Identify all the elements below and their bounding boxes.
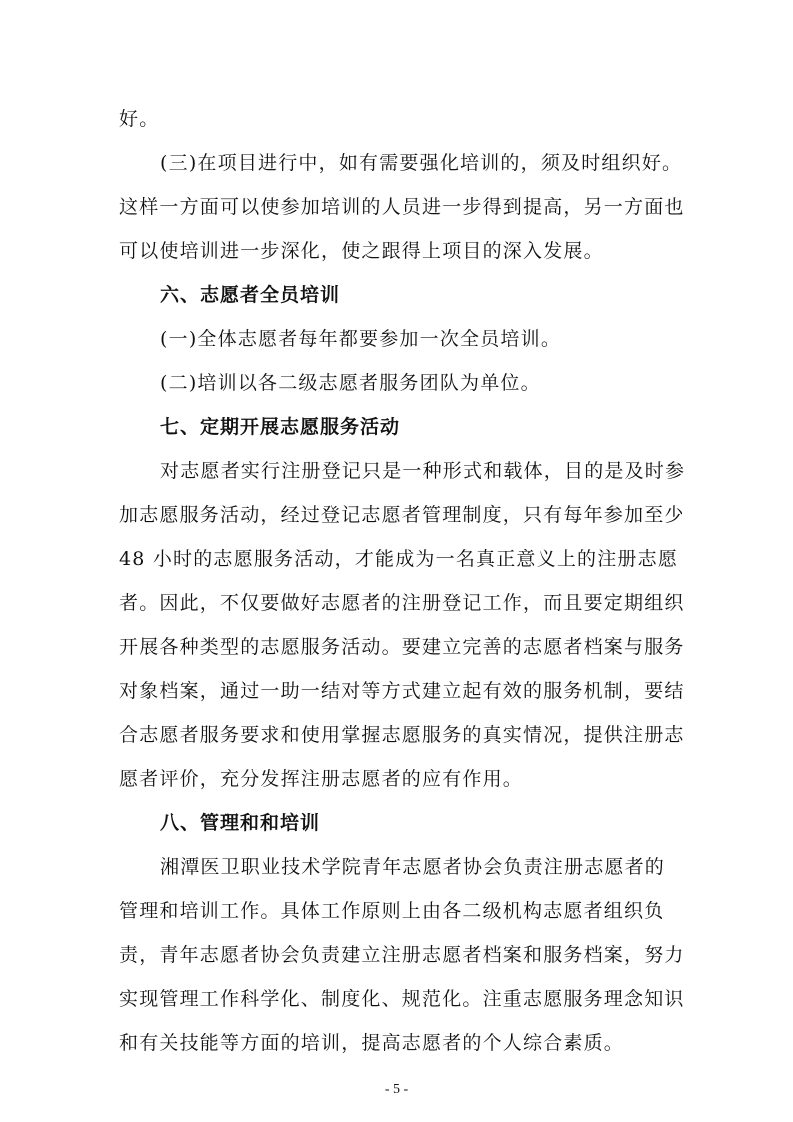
paragraph-line: 愿者评价，充分发挥注册志愿者的应有作用。 <box>119 768 524 790</box>
paragraph-line: 48 小时的志愿服务活动，才能成为一名真正意义上的注册志愿 <box>119 548 679 570</box>
paragraph-line: (一)全体志愿者每年都要参加一次全员培训。 <box>160 328 562 350</box>
paragraph-line: 对象档案，通过一助一结对等方式建立起有效的服务机制，要结 <box>119 680 685 702</box>
paragraph-line: 加志愿服务活动，经过登记志愿者管理制度，只有每年参加至少 <box>119 504 685 526</box>
paragraph-line: 对志愿者实行注册登记只是一种形式和载体，目的是及时参 <box>160 460 686 482</box>
page-number: - 5 - <box>384 1082 409 1097</box>
paragraph-line: 者。因此，不仅要做好志愿者的注册登记工作，而且要定期组织 <box>119 592 685 614</box>
paragraph-line: (二)培训以各二级志愿者服务团队为单位。 <box>160 372 541 394</box>
section-heading: 六、志愿者全员培训 <box>160 284 341 306</box>
paragraph-line: 管理和培训工作。具体工作原则上由各二级机构志愿者组织负 <box>119 900 665 922</box>
paragraph-line: 这样一方面可以使参加培训的人员进一步得到提高，另一方面也 <box>119 196 685 218</box>
paragraph-line: 好。 <box>119 108 160 130</box>
paragraph-line: 和有关技能等方面的培训，提高志愿者的个人综合素质。 <box>119 1032 625 1054</box>
paragraph-line: 开展各种类型的志愿服务活动。要建立完善的志愿者档案与服务 <box>119 636 685 658</box>
paragraph-line: 合志愿者服务要求和使用掌握志愿服务的真实情况，提供注册志 <box>119 724 685 746</box>
paragraph-line: 责，青年志愿者协会负责建立注册志愿者档案和服务档案，努力 <box>119 944 685 966</box>
section-heading: 八、管理和和培训 <box>160 812 321 834</box>
paragraph-line: (三)在项目进行中，如有需要强化培训的，须及时组织好。 <box>160 152 683 174</box>
paragraph-line: 实现管理工作科学化、制度化、规范化。注重志愿服务理念知识 <box>119 988 685 1010</box>
paragraph-line: 可以使培训进一步深化，使之跟得上项目的深入发展。 <box>119 240 604 262</box>
paragraph-line: 湘潭医卫职业技术学院青年志愿者协会负责注册志愿者的 <box>160 856 666 878</box>
section-heading: 七、定期开展志愿服务活动 <box>160 416 401 438</box>
